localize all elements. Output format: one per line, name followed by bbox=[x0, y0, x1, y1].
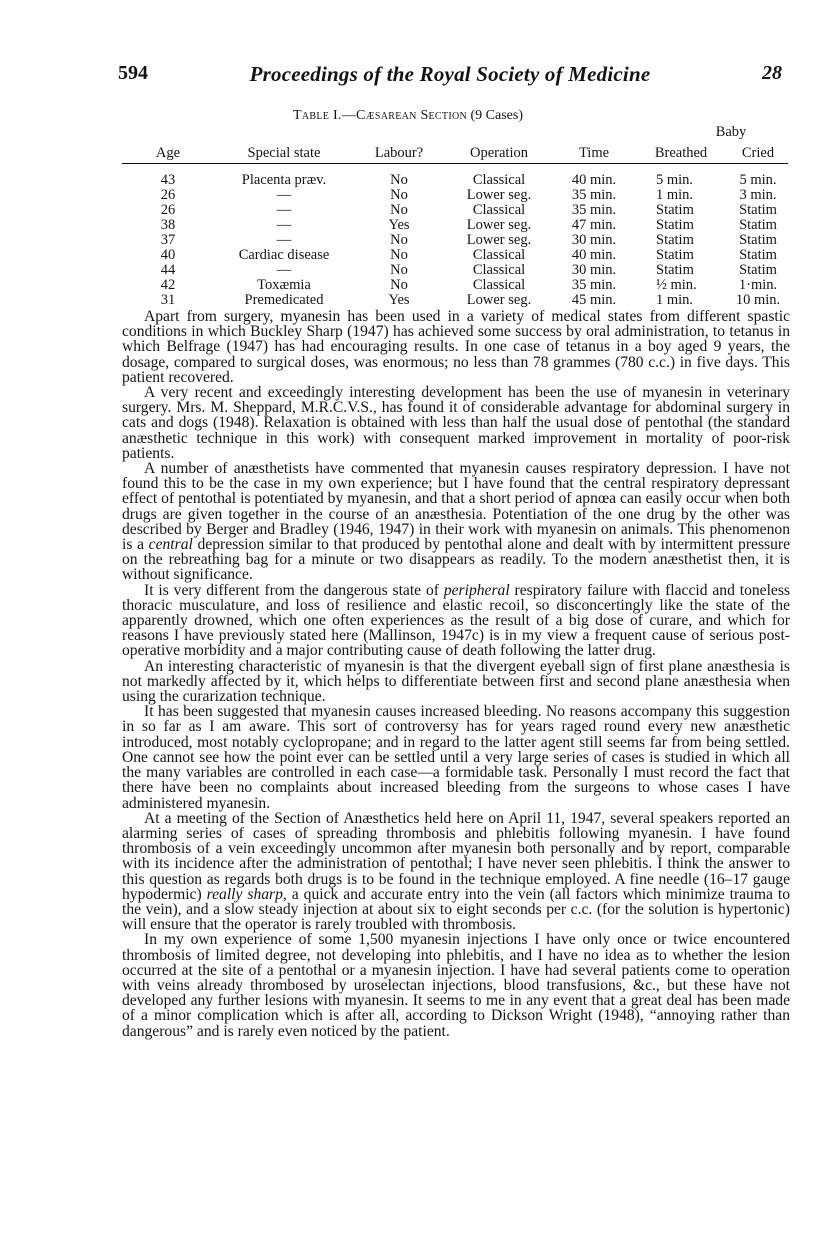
paragraph bbox=[122, 461, 790, 583]
cell-age: 40 bbox=[160, 247, 176, 263]
cell-operation: Classical bbox=[472, 247, 526, 263]
cell-operation: Lower seg. bbox=[466, 292, 532, 308]
cell-cried: Statim bbox=[739, 217, 777, 233]
table-row bbox=[122, 293, 788, 308]
cell-breathed: Statim bbox=[656, 262, 694, 278]
cases-table bbox=[122, 124, 788, 308]
table-row bbox=[122, 263, 788, 278]
cell-age: 26 bbox=[160, 202, 176, 218]
volume-number: 28 bbox=[762, 62, 782, 84]
article-body bbox=[122, 309, 790, 1039]
cell-labour: Yes bbox=[388, 217, 410, 233]
paragraph-text: It is very different from the dangerous state of bbox=[144, 581, 444, 599]
cell-age: 37 bbox=[160, 232, 176, 248]
col-header-age: Age bbox=[122, 141, 214, 164]
cell-time: 45 min. bbox=[571, 292, 617, 308]
cell-time: 40 min. bbox=[571, 172, 617, 188]
cell-labour: No bbox=[390, 247, 408, 263]
col-header-special-state: Special state bbox=[214, 141, 354, 164]
cell-special-state: — bbox=[276, 262, 292, 278]
cell-special-state: — bbox=[276, 202, 292, 218]
paragraph bbox=[122, 385, 790, 461]
col-header-time: Time bbox=[554, 141, 634, 164]
cell-time: 40 min. bbox=[571, 247, 617, 263]
cell-age: 26 bbox=[160, 187, 176, 203]
cell-special-state: Placenta præv. bbox=[241, 172, 327, 188]
cell-special-state: Cardiac disease bbox=[238, 247, 330, 263]
running-header bbox=[118, 62, 782, 92]
paragraph-text: It has been suggested that myanesin causes increased bleeding. No reasons accompany this suggestion in so far as I am aware. This sort of controversy has for years raged round every new anæsthetic introduced, most notably cyclopropane; and in regard to the latter agent still seems far from being settled. One cannot see how the point ever can be settled until a very large series of cases is studied in which all the many variables are controlled in each case—a formidable task. Personally I must record the fact that there have been no complaints about increased bleeding from the surgeons to whose cases I have administered myanesin. bbox=[122, 703, 790, 812]
cell-age: 44 bbox=[160, 262, 176, 278]
cell-cried: 3 min. bbox=[739, 187, 777, 203]
col-header-breathed: Breathed bbox=[634, 141, 728, 164]
cell-operation: Classical bbox=[472, 202, 526, 218]
cell-cried: Statim bbox=[739, 232, 777, 248]
cell-breathed: Statim bbox=[656, 202, 694, 218]
cell-cried: Statim bbox=[739, 247, 777, 263]
cell-time: 35 min. bbox=[571, 202, 617, 218]
cell-labour: No bbox=[390, 172, 408, 188]
table-row bbox=[122, 203, 788, 218]
cell-operation: Classical bbox=[472, 277, 526, 293]
cell-labour: No bbox=[390, 277, 408, 293]
paragraph-text: respiratory failure with flaccid and toneless thoracic musculature, and loss of resilience and elastic recoil, so disconcertingly like the state of the apparently drowned, which one often experiences as the result of a big dose of curare, and which for reasons I have previously stated here (Mallinson, 1947c) is in my view a frequent cause of serious post-operative morbidity and a major contributing cause of death following the latter drug. bbox=[122, 581, 790, 660]
cell-breathed: Statim bbox=[656, 247, 694, 263]
cell-operation: Lower seg. bbox=[466, 187, 532, 203]
paragraph bbox=[122, 659, 790, 705]
cell-special-state: — bbox=[276, 187, 292, 203]
cell-age: 38 bbox=[160, 217, 176, 233]
paragraph-text: depression similar to that produced by pentothal alone and dealt with by intermittent pressure on the rebreathing bag for a minute or two disappears as readily. To the modern anæsthetist then, it is without significance. bbox=[122, 536, 790, 584]
paragraph bbox=[122, 932, 790, 1038]
cell-time: 47 min. bbox=[571, 217, 617, 233]
cell-labour: No bbox=[390, 202, 408, 218]
cell-special-state: Premedicated bbox=[244, 292, 324, 308]
cell-operation: Classical bbox=[472, 172, 526, 188]
col-header-cried: Cried bbox=[728, 141, 788, 164]
cell-age: 42 bbox=[160, 277, 176, 293]
cell-special-state: Toxæmia bbox=[257, 277, 311, 293]
cell-special-state: — bbox=[276, 217, 292, 233]
cell-breathed: Statim bbox=[656, 232, 694, 248]
paragraph-text: A number of anæsthetists have commented that myanesin causes respiratory depression. I have not found this to be the case in my own experience; but I have found that the central respiratory depressant effect of pentothal is potentiated by myanesin, and that a short period of apnœa can easily occur when both drugs are given together in the course of an anæsthesia. Potentiation of the one drug by the other was described by Berger and Bradley (1946, 1947) in their work with myanesin on animals. This phenomenon is a bbox=[122, 460, 790, 554]
page-number: 594 bbox=[118, 62, 148, 84]
cell-age: 31 bbox=[160, 292, 176, 308]
paragraph bbox=[122, 811, 790, 933]
cell-time: 30 min. bbox=[571, 232, 617, 248]
cell-labour: No bbox=[390, 187, 408, 203]
table-caption-label: Table I.—Cæsarean Section bbox=[292, 108, 467, 123]
cell-special-state: — bbox=[276, 232, 292, 248]
paragraph-text: In my own experience of some 1,500 myanesin injections I have only once or twice encountered thrombosis of limited degree, not developing into phlebitis, and I have no idea as to whether the lesion occurred at the site of a pentothal or a myanesin injection. I have had several patients come to operation with veins already thrombosed by uroselectan injections, blood transfusions, &c., but these have not developed any further lesions with myanesin. It seems to me in any event that a great deal has been made of a minor complication which is after all, according to Dickson Wright (1948), “annoying rather than dangerous” and is rarely even noticed by the patient. bbox=[122, 931, 790, 1040]
cell-time: 35 min. bbox=[571, 187, 617, 203]
cell-cried: 1·min. bbox=[738, 277, 778, 293]
table-row bbox=[122, 164, 788, 189]
cell-breathed: Statim bbox=[656, 217, 694, 233]
cell-labour: Yes bbox=[388, 292, 410, 308]
cell-breathed: 1 min. bbox=[656, 187, 694, 203]
paragraph-text: A very recent and exceedingly interesting development has been the use of myanesin in veterinary surgery. Mrs. M. Sheppard, M.R.C.V.S., has found it of considerable advantage for abdominal surgery in cats and dogs (1948). Relaxation is obtained with less than half the usual dose of pentothal (the standard anæsthetic technique in this work) with consequent marked improvement in mortality of poor-risk patients. bbox=[122, 384, 790, 462]
journal-title: Proceedings of the Royal Society of Medicine bbox=[249, 62, 651, 86]
table-row bbox=[122, 278, 788, 293]
paragraph-text: , a quick and accurate entry into the vein (all factors which minimize trauma to the vein), and a slow steady injection at about six to eight seconds per c.c. (for the solution is hypertonic) will ensure that the operator is rarely troubled with thrombosis. bbox=[122, 885, 790, 934]
cell-operation: Lower seg. bbox=[466, 232, 532, 248]
paragraph-text: At a meeting of the Section of Anæsthetics held here on April 11, 1947, several speakers reported an alarming series of cases of spreading thrombosis and phlebitis following myanesin. I have found thrombosis of a vein exceedingly uncommon after myanesin both personally and by report, comparable with its incidence after the administration of pentothal; I have never seen phlebitis. I think the answer to this question as regards both drugs is to be found in the technique employed. A fine needle (16–17 gauge hypodermic) bbox=[122, 809, 790, 903]
baby-group-header: Baby bbox=[715, 124, 747, 140]
cell-labour: No bbox=[390, 262, 408, 278]
cell-cried: Statim bbox=[739, 202, 777, 218]
paragraph-text: An interesting characteristic of myanesin is that the divergent eyeball sign of first plane anæsthesia is not markedly affected by it, which helps to differentiate between first and second plane anæsthesia when using the curarization technique. bbox=[122, 657, 790, 706]
cell-time: 30 min. bbox=[571, 262, 617, 278]
cell-breathed: 5 min. bbox=[656, 172, 694, 188]
cell-operation: Lower seg. bbox=[466, 217, 532, 233]
table-caption bbox=[0, 108, 816, 124]
paragraph bbox=[122, 309, 790, 385]
cell-cried: Statim bbox=[739, 262, 777, 278]
emphasis-text: peripheral bbox=[443, 581, 510, 599]
emphasis-text: central bbox=[148, 536, 193, 554]
cell-labour: No bbox=[390, 232, 408, 248]
table-row bbox=[122, 218, 788, 233]
cell-breathed: ½ min. bbox=[656, 277, 697, 293]
paragraph bbox=[122, 583, 790, 659]
col-header-operation: Operation bbox=[444, 141, 554, 164]
cell-cried: 5 min. bbox=[739, 172, 777, 188]
cell-age: 43 bbox=[160, 172, 176, 188]
cell-cried: 10 min. bbox=[735, 292, 781, 308]
paragraph bbox=[122, 704, 790, 810]
table-row bbox=[122, 233, 788, 248]
paragraph-text: Apart from surgery, myanesin has been used in a variety of medical states from different spastic conditions in which Buckley Sharp (1947) has achieved some success by oral administration, to tetanus in which Belfrage (1947) has had encouraging results. In one case of tetanus in a boy aged 9 years, the dosage, compared to surgical doses, was enormous; no less than 78 grammes (780 c.c.) in five days. This patient recovered. bbox=[122, 308, 790, 386]
table-caption-count: (9 Cases) bbox=[470, 108, 523, 123]
cell-breathed: 1 min. bbox=[656, 292, 694, 308]
table-row bbox=[122, 248, 788, 263]
cell-time: 35 min. bbox=[571, 277, 617, 293]
cell-operation: Classical bbox=[472, 262, 526, 278]
col-header-labour: Labour? bbox=[354, 141, 444, 164]
emphasis-text: really sharp bbox=[206, 885, 283, 903]
table-row bbox=[122, 188, 788, 203]
